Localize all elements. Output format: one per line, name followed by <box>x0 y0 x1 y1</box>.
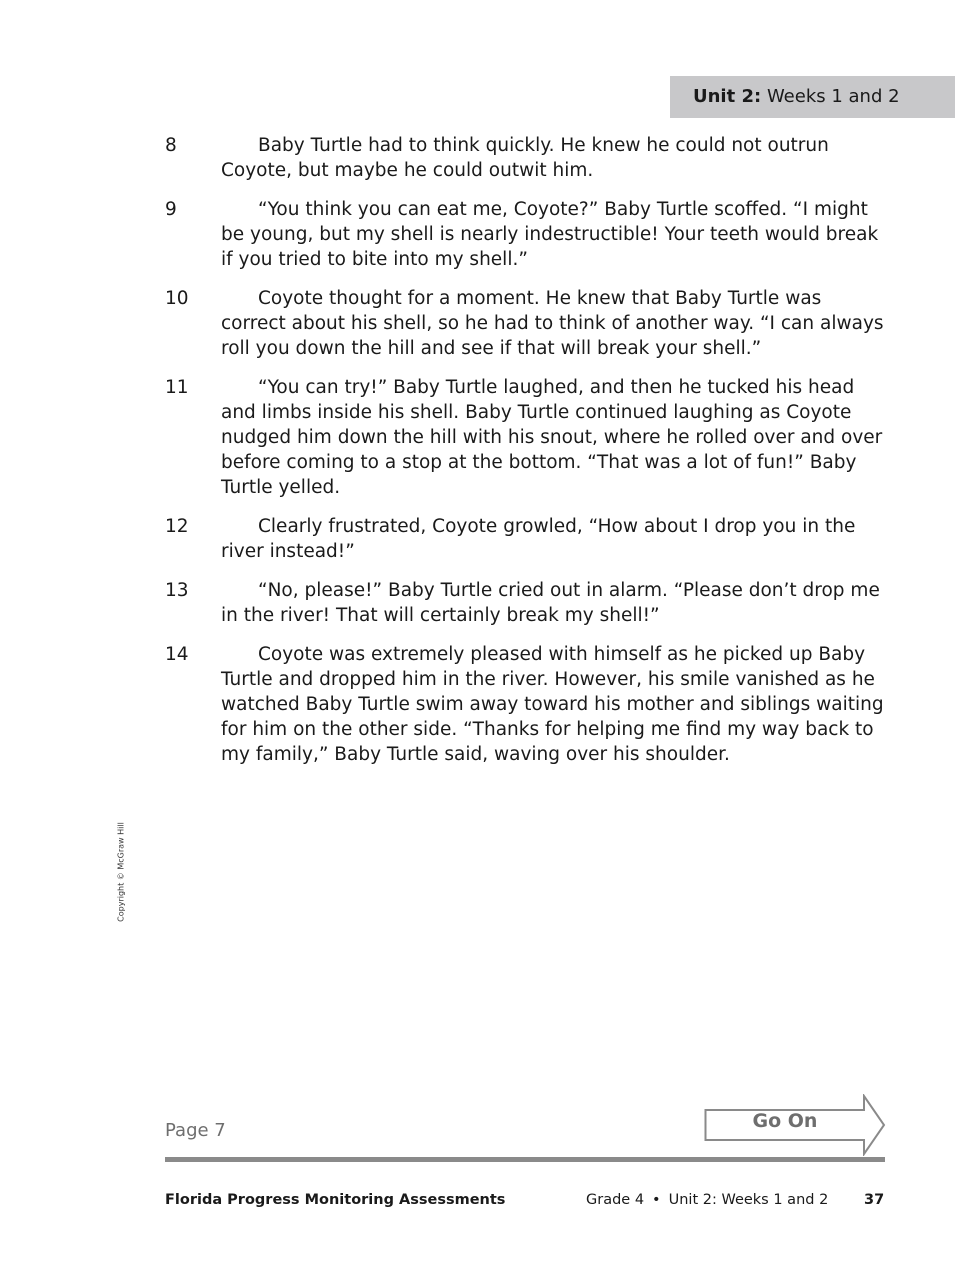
footer-separator: • <box>652 1192 661 1208</box>
paragraph-text: “You can try!” Baby Turtle laughed, and then he tucked his head and limbs inside his shell. Baby Turtle continued laughing as Coyote nudged him down the hill with his snout, where he rolled over and over before coming to a stop at the bottom. “That was a lot of fun!” Baby Turtle yelled. <box>221 377 883 498</box>
paragraph-text: Baby Turtle had to think quickly. He knew he could not outrun Coyote, but maybe he could outwit him. <box>221 135 829 181</box>
page-label: Page 7 <box>165 1120 226 1141</box>
paragraph-text: Coyote was extremely pleased with himself as he picked up Baby Turtle and dropped him in the river. However, his smile vanished as he watched Baby Turtle swim away toward his mother and siblings waiting for him on the other side. “Thanks for helping me find my way back to my family,” Baby Turtle said, waving over his shoulder. <box>221 644 884 765</box>
footer-title: Florida Progress Monitoring Assessments <box>165 1192 506 1208</box>
footer-grade-unit <box>586 1192 828 1208</box>
paragraph <box>0 578 979 628</box>
paragraph <box>0 286 979 361</box>
paragraph-number: 8 <box>165 135 177 156</box>
footer-page-number: 37 <box>864 1192 885 1208</box>
footer-unit: Unit 2: Weeks 1 and 2 <box>668 1192 829 1208</box>
unit-header-tab <box>670 76 955 118</box>
paragraph-number: 9 <box>165 199 177 220</box>
passage <box>0 133 979 781</box>
paragraph <box>0 375 979 500</box>
footer-grade: Grade 4 <box>586 1192 645 1208</box>
paragraph-text: “No, please!” Baby Turtle cried out in alarm. “Please don’t drop me in the river! That will certainly break my shell!” <box>221 580 880 626</box>
paragraph-text: “You think you can eat me, Coyote?” Baby Turtle scoffed. “I might be young, but my shell is nearly indestructible! Your teeth would break if you tried to bite into my shell.” <box>221 199 879 270</box>
copyright-notice: Copyright © McGraw Hill <box>116 822 126 922</box>
paragraph-number: 13 <box>165 580 189 601</box>
unit-weeks: Weeks 1 and 2 <box>766 86 900 107</box>
go-on-label: Go On <box>752 1110 818 1132</box>
paragraph-text: Clearly frustrated, Coyote growled, “How about I drop you in the river instead!” <box>221 516 856 562</box>
go-on-button[interactable] <box>704 1094 886 1156</box>
paragraph <box>0 197 979 272</box>
paragraph <box>0 514 979 564</box>
paragraph-number: 14 <box>165 644 189 665</box>
paragraph <box>0 133 979 183</box>
paragraph-number: 11 <box>165 377 189 398</box>
paragraph-text: Coyote thought for a moment. He knew that Baby Turtle was correct about his shell, so he had to think of another way. “I can always roll you down the hill and see if that will break your shell.” <box>221 288 884 359</box>
footer-divider <box>165 1157 885 1162</box>
paragraph-number: 12 <box>165 516 189 537</box>
paragraph-number: 10 <box>165 288 189 309</box>
unit-label: Unit 2: <box>693 86 762 107</box>
paragraph <box>0 642 979 767</box>
